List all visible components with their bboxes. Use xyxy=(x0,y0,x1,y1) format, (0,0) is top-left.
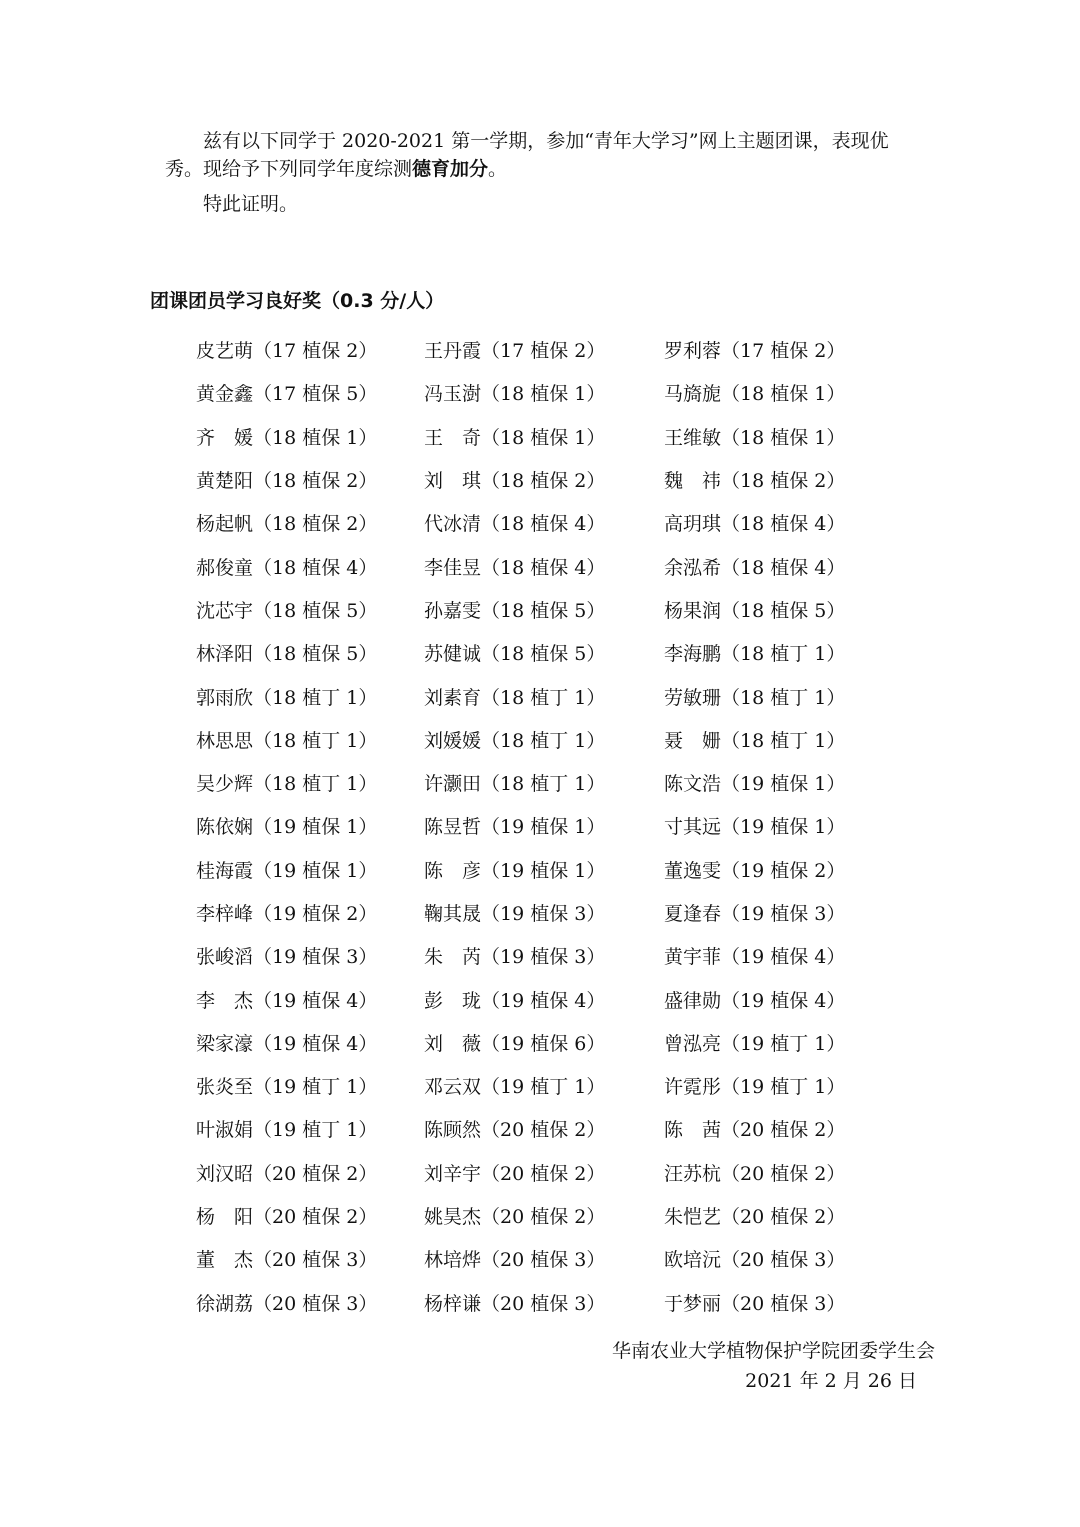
student-row xyxy=(196,1237,896,1280)
student-entry: 刘辛宇（20 植保 2） xyxy=(424,1162,606,1185)
student-entry: 彭 珑（19 植保 4） xyxy=(424,989,606,1012)
student-list xyxy=(196,328,896,1324)
student-entry: 李佳昱（18 植保 4） xyxy=(424,556,606,579)
student-entry: 朱恺艺（20 植保 2） xyxy=(664,1206,846,1229)
student-row xyxy=(196,588,896,631)
student-row xyxy=(196,415,896,458)
student-entry: 杨梓谦（20 植保 3） xyxy=(424,1292,606,1315)
student-entry: 劳敏珊（18 植丁 1） xyxy=(664,686,846,709)
student-entry: 寸其远（19 植保 1） xyxy=(664,816,846,839)
student-entry: 陈文浩（19 植保 1） xyxy=(664,773,846,796)
student-row xyxy=(196,718,896,761)
student-entry: 鞠其晟（19 植保 3） xyxy=(424,903,606,925)
student-entry: 代冰清（18 植保 4） xyxy=(424,513,606,536)
student-entry: 王 奇（18 植保 1） xyxy=(424,426,606,449)
student-entry: 聂 姗（18 植丁 1） xyxy=(664,729,846,752)
student-entry: 吴少辉（18 植丁 1） xyxy=(196,773,378,796)
intro-text: 兹有以下同学于 2020-2021 第一学期，参加“青年大学习”网上主题团课，表现优秀。现给予下列同学年度综测 xyxy=(165,130,889,180)
student-entry: 刘媛媛（18 植丁 1） xyxy=(424,729,606,752)
student-entry: 杨 阳（20 植保 2） xyxy=(196,1206,378,1229)
student-entry: 皮艺萌（17 植保 2） xyxy=(196,340,378,363)
student-entry: 刘 琪（18 植保 2） xyxy=(424,470,606,493)
student-entry: 叶淑娟（19 植丁 1） xyxy=(196,1119,378,1142)
student-entry: 刘 薇（19 植保 6） xyxy=(424,1032,606,1055)
signature-date: 2021 年 2 月 26 日 xyxy=(745,1370,917,1392)
student-row xyxy=(196,674,896,717)
student-row xyxy=(196,371,896,414)
student-entry: 孙嘉雯（18 植保 5） xyxy=(424,599,606,622)
student-entry: 刘素育（18 植丁 1） xyxy=(424,686,606,709)
student-row xyxy=(196,1021,896,1064)
student-entry: 欧培沅（20 植保 3） xyxy=(664,1249,846,1272)
student-entry: 梁家濠（19 植保 4） xyxy=(196,1032,378,1055)
student-entry: 曾泓亮（19 植丁 1） xyxy=(664,1032,846,1055)
student-entry: 董逸雯（19 植保 2） xyxy=(664,859,846,882)
student-entry: 黄楚阳（18 植保 2） xyxy=(196,470,378,493)
award-heading: 团课团员学习良好奖（0.3 分/人） xyxy=(150,290,445,312)
student-entry: 杨果润（18 植保 5） xyxy=(664,599,846,622)
student-entry: 李海鹏（18 植丁 1） xyxy=(664,643,846,666)
student-entry: 冯玉澍（18 植保 1） xyxy=(424,383,606,406)
student-entry: 刘汉昭（20 植保 2） xyxy=(196,1162,378,1185)
student-row xyxy=(196,804,896,847)
intro-bold-text: 德育加分 xyxy=(412,158,489,180)
student-entry: 张峻滔（19 植保 3） xyxy=(196,946,378,969)
student-entry: 董 杰（20 植保 3） xyxy=(196,1249,378,1272)
signature-org: 华南农业大学植物保护学院团委学生会 xyxy=(611,1340,935,1362)
student-row xyxy=(196,891,896,934)
intro-text-end: 。 xyxy=(488,158,508,180)
student-row xyxy=(196,458,896,501)
student-entry: 高玥琪（18 植保 4） xyxy=(664,513,846,536)
student-entry: 林培烨（20 植保 3） xyxy=(424,1249,606,1272)
student-entry: 陈昱哲（19 植保 1） xyxy=(424,816,606,839)
student-entry: 陈 彦（19 植保 1） xyxy=(424,859,606,882)
student-entry: 魏 祎（18 植保 2） xyxy=(664,470,846,493)
student-entry: 李梓峰（19 植保 2） xyxy=(196,903,378,925)
student-row xyxy=(196,501,896,544)
student-row xyxy=(196,848,896,891)
student-entry: 苏健诚（18 植保 5） xyxy=(424,643,606,666)
student-entry: 马旖旎（18 植保 1） xyxy=(664,383,846,406)
student-row xyxy=(196,544,896,587)
student-entry: 杨起帆（18 植保 2） xyxy=(196,513,378,536)
student-row xyxy=(196,934,896,977)
student-entry: 朱 芮（19 植保 3） xyxy=(424,946,606,969)
student-entry: 郝俊童（18 植保 4） xyxy=(196,556,378,579)
student-entry: 陈 茜（20 植保 2） xyxy=(664,1119,846,1142)
student-entry: 李 杰（19 植保 4） xyxy=(196,989,378,1012)
student-entry: 汪苏杭（20 植保 2） xyxy=(664,1162,846,1185)
student-row xyxy=(196,761,896,804)
student-entry: 桂海霞（19 植保 1） xyxy=(196,859,378,882)
student-row xyxy=(196,1107,896,1150)
student-entry: 林思思（18 植丁 1） xyxy=(196,729,378,752)
student-entry: 许霓彤（19 植丁 1） xyxy=(664,1076,846,1099)
certify-line: 特此证明。 xyxy=(203,193,299,215)
student-entry: 郭雨欣（18 植丁 1） xyxy=(196,686,378,709)
student-entry: 余泓希（18 植保 4） xyxy=(664,556,846,579)
student-entry: 夏逢春（19 植保 3） xyxy=(664,903,846,925)
student-row xyxy=(196,328,896,371)
student-entry: 王丹霞（17 植保 2） xyxy=(424,340,606,363)
student-row xyxy=(196,1281,896,1324)
student-entry: 徐湖荔（20 植保 3） xyxy=(196,1292,378,1315)
student-entry: 陈顾然（20 植保 2） xyxy=(424,1119,606,1142)
student-entry: 黄宇菲（19 植保 4） xyxy=(664,946,846,969)
student-entry: 王维敏（18 植保 1） xyxy=(664,426,846,449)
student-entry: 邓云双（19 植丁 1） xyxy=(424,1076,606,1099)
student-row xyxy=(196,631,896,674)
intro-paragraph xyxy=(165,127,925,183)
student-entry: 张炎至（19 植丁 1） xyxy=(196,1076,378,1099)
student-entry: 陈依娴（19 植保 1） xyxy=(196,816,378,839)
student-row xyxy=(196,1151,896,1194)
student-row xyxy=(196,1064,896,1107)
student-entry: 姚昊杰（20 植保 2） xyxy=(424,1206,606,1229)
student-entry: 黄金鑫（17 植保 5） xyxy=(196,383,378,406)
student-row xyxy=(196,977,896,1020)
student-entry: 齐 媛（18 植保 1） xyxy=(196,426,378,449)
student-row xyxy=(196,1194,896,1237)
student-entry: 罗利蓉（17 植保 2） xyxy=(664,340,846,363)
student-entry: 盛律勋（19 植保 4） xyxy=(664,989,846,1012)
student-entry: 于梦丽（20 植保 3） xyxy=(664,1292,846,1315)
student-entry: 林泽阳（18 植保 5） xyxy=(196,643,378,666)
student-entry: 沈芯宇（18 植保 5） xyxy=(196,599,378,622)
student-entry: 许灏田（18 植丁 1） xyxy=(424,773,606,796)
